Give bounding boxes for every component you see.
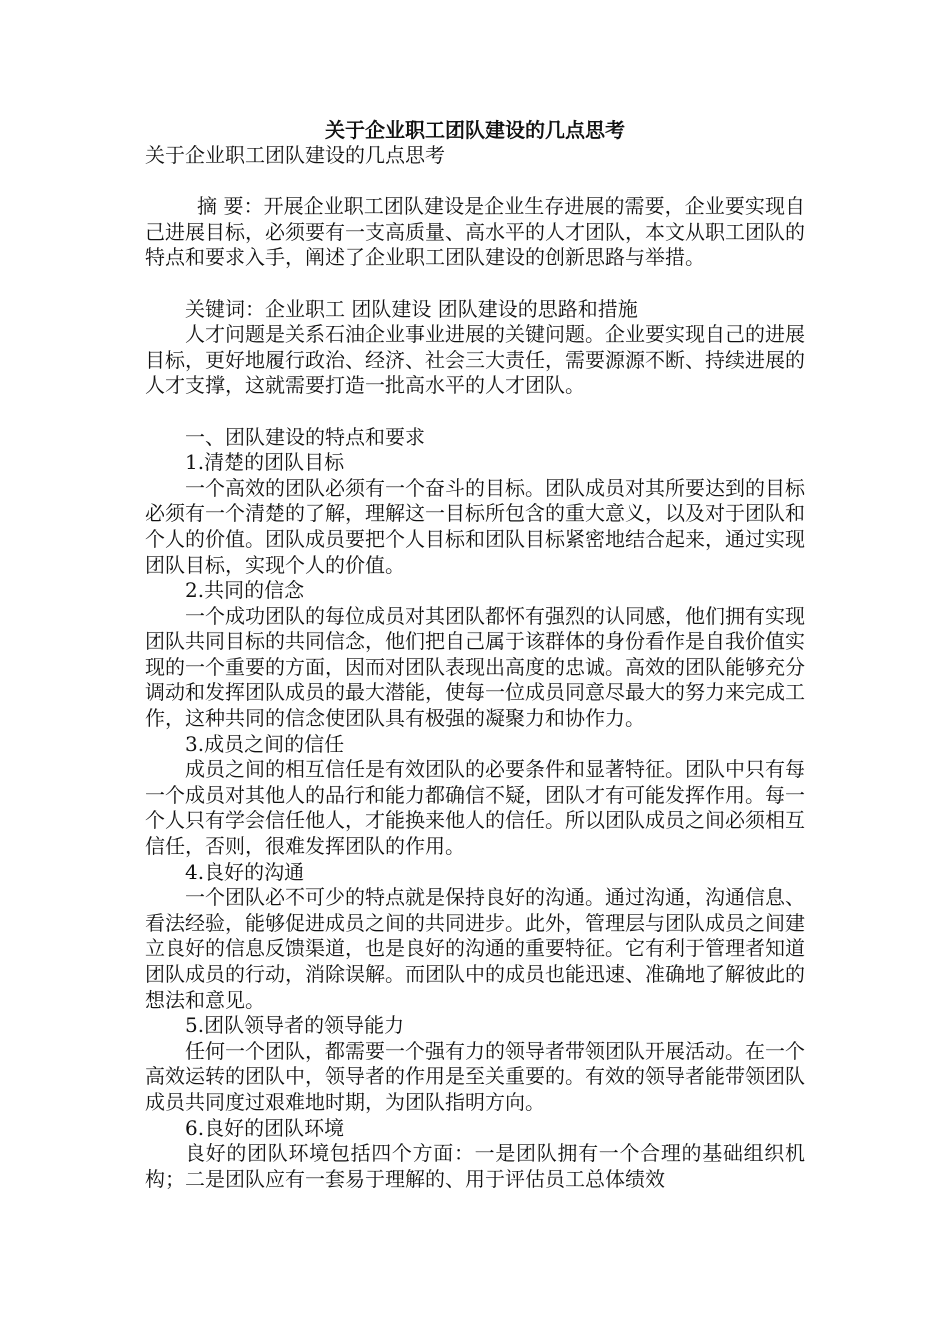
document-page bbox=[145, 118, 805, 1192]
item-heading: 4.良好的沟通 bbox=[185, 859, 305, 884]
item-paragraph: 一个高效的团队必须有一个奋斗的目标。团队成员对其所要达到的目标必须有一个清楚的了解，理解这一目标所包含的重大意义，以及对于团队和个人的价值。团队成员要把个人目标和团队目标紧密地结合起来，通过实现团队目标，实现个人的价值。 bbox=[145, 475, 805, 577]
keywords: 关键词：企业职工 团队建设 团队建设的思路和措施 bbox=[185, 296, 638, 321]
blank-line bbox=[145, 169, 805, 195]
item-heading: 5.团队领导者的领导能力 bbox=[185, 1013, 405, 1038]
intro-paragraph: 人才问题是关系石油企业事业进展的关键问题。企业要实现自己的进展目标，更好地履行政治、经济、社会三大责任，需要源源不断、持续进展的人才支撑，这就需要打造一批高水平的人才团队。 bbox=[145, 322, 805, 398]
abstract-paragraph bbox=[145, 194, 805, 271]
section-heading: 一、团队建设的特点和要求 bbox=[185, 424, 425, 449]
document-title: 关于企业职工团队建设的几点思考 bbox=[325, 118, 625, 142]
item-paragraph: 一个团队必不可少的特点就是保持良好的沟通。通过沟通，沟通信息、看法经验，能够促进成员之间的共同进步。此外，管理层与团队成员之间建立良好的信息反馈渠道，也是良好的沟通的重要特征。它有利于管理者知道团队成员的行动，消除误解。而团队中的成员也能迅速、准确地了解彼此的想法和意见。 bbox=[145, 885, 805, 1012]
item-paragraph: 任何一个团队，都需要一个强有力的领导者带领团队开展活动。在一个高效运转的团队中，领导者的作用是至关重要的。有效的领导者能带领团队成员共同度过艰难地时期，为团队指明方向。 bbox=[145, 1038, 805, 1114]
blank-line bbox=[145, 271, 805, 297]
item-heading: 3.成员之间的信任 bbox=[185, 731, 345, 756]
abstract-label: 摘 要： bbox=[197, 194, 264, 219]
document-subtitle: 关于企业职工团队建设的几点思考 bbox=[145, 143, 445, 167]
item-paragraph: 良好的团队环境包括四个方面：一是团队拥有一个合理的基础组织机构；二是团队应有一套易于理解的、用于评估员工总体绩效 bbox=[145, 1141, 805, 1191]
abstract-text: 开展企业职工团队建设是企业生存进展的需要，企业要实现自己进展目标，必须要有一支高质量、高水平的人才团队，本文从职工团队的特点和要求入手，阐述了企业职工团队建设的创新思路与举措。 bbox=[145, 194, 805, 270]
item-paragraph: 一个成功团队的每位成员对其团队都怀有强烈的认同感，他们拥有实现团队共同目标的共同信念，他们把自己属于该群体的身份看作是自我价值实现的一个重要的方面，因而对团队表现出高度的忠诚。高效的团队能够充分调动和发挥团队成员的最大潜能，使每一位成员同意尽最大的努力来完成工作，这种共同的信念使团队具有极强的凝聚力和协作力。 bbox=[145, 603, 805, 731]
item-heading: 1.清楚的团队目标 bbox=[185, 450, 345, 475]
item-paragraph: 成员之间的相互信任是有效团队的必要条件和显著特征。团队中只有每一个成员对其他人的品行和能力都确信不疑，团队才有可能发挥作用。每一个人只有学会信任他人，才能换来他人的信任。所以团队成员之间必须相互信任，否则，很难发挥团队的作用。 bbox=[145, 757, 805, 859]
item-heading: 2.共同的信念 bbox=[185, 578, 305, 603]
item-heading: 6.良好的团队环境 bbox=[185, 1115, 345, 1140]
blank-line bbox=[145, 399, 805, 425]
